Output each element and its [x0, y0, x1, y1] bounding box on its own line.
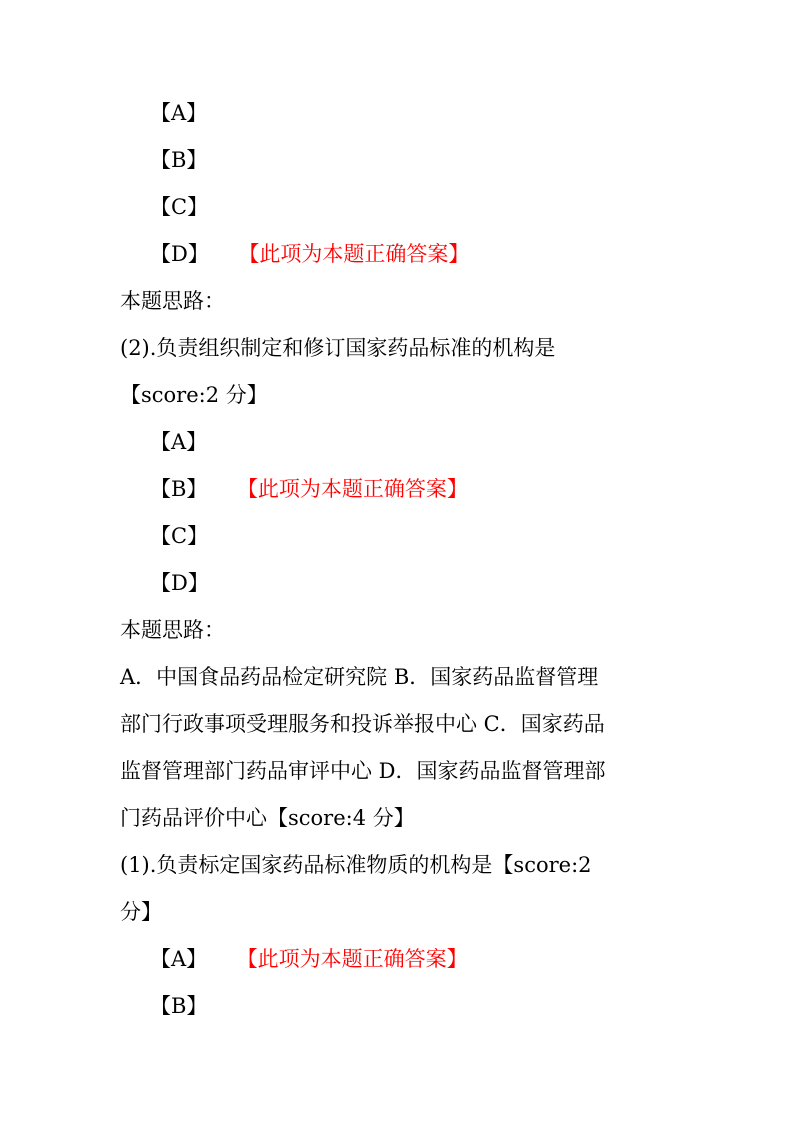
question-score: 分】 — [120, 900, 162, 924]
option-label: 【C】 — [150, 195, 209, 219]
option-label: 【D】 — [150, 571, 209, 595]
option-d — [150, 231, 710, 278]
option-label: 【C】 — [150, 524, 209, 548]
analysis-label: 本题思路： — [120, 618, 225, 642]
option-a — [150, 90, 710, 137]
question-score: 【score:2 分】 — [120, 383, 268, 407]
option-c — [150, 184, 710, 231]
correct-answer-mark: 【此项为本题正确答案】 — [247, 477, 468, 501]
option-d — [150, 560, 710, 607]
option-a — [150, 936, 710, 983]
option-label: 【A】 — [150, 101, 208, 125]
option-label: 【B】 — [150, 477, 208, 501]
group-options-line: 门药品评价中心【score:4 分】 — [120, 806, 415, 830]
group-options-line: 部门行政事项受理服务和投诉举报中心 C．国家药品 — [120, 712, 605, 736]
question-text: (2).负责组织制定和修订国家药品标准的机构是 — [120, 336, 556, 360]
option-label: 【D】 — [150, 242, 209, 266]
option-label: 【B】 — [150, 148, 208, 172]
correct-answer-mark: 【此项为本题正确答案】 — [247, 947, 468, 971]
option-label: 【A】 — [150, 430, 208, 454]
option-c — [150, 513, 710, 560]
group-options-line: 监督管理部门药品审评中心 D．国家药品监督管理部 — [120, 759, 606, 783]
option-b — [150, 137, 710, 184]
option-label: 【A】 — [150, 947, 208, 971]
option-label: 【B】 — [150, 994, 208, 1018]
question-text: (1).负责标定国家药品标准物质的机构是【score:2 — [120, 853, 592, 877]
option-a — [150, 419, 710, 466]
correct-answer-mark: 【此项为本题正确答案】 — [248, 242, 470, 266]
option-b — [150, 466, 710, 513]
group-options-line: A．中国食品药品检定研究院 B．国家药品监督管理 — [120, 665, 599, 689]
analysis-label: 本题思路： — [120, 289, 225, 313]
option-b — [150, 983, 710, 1030]
